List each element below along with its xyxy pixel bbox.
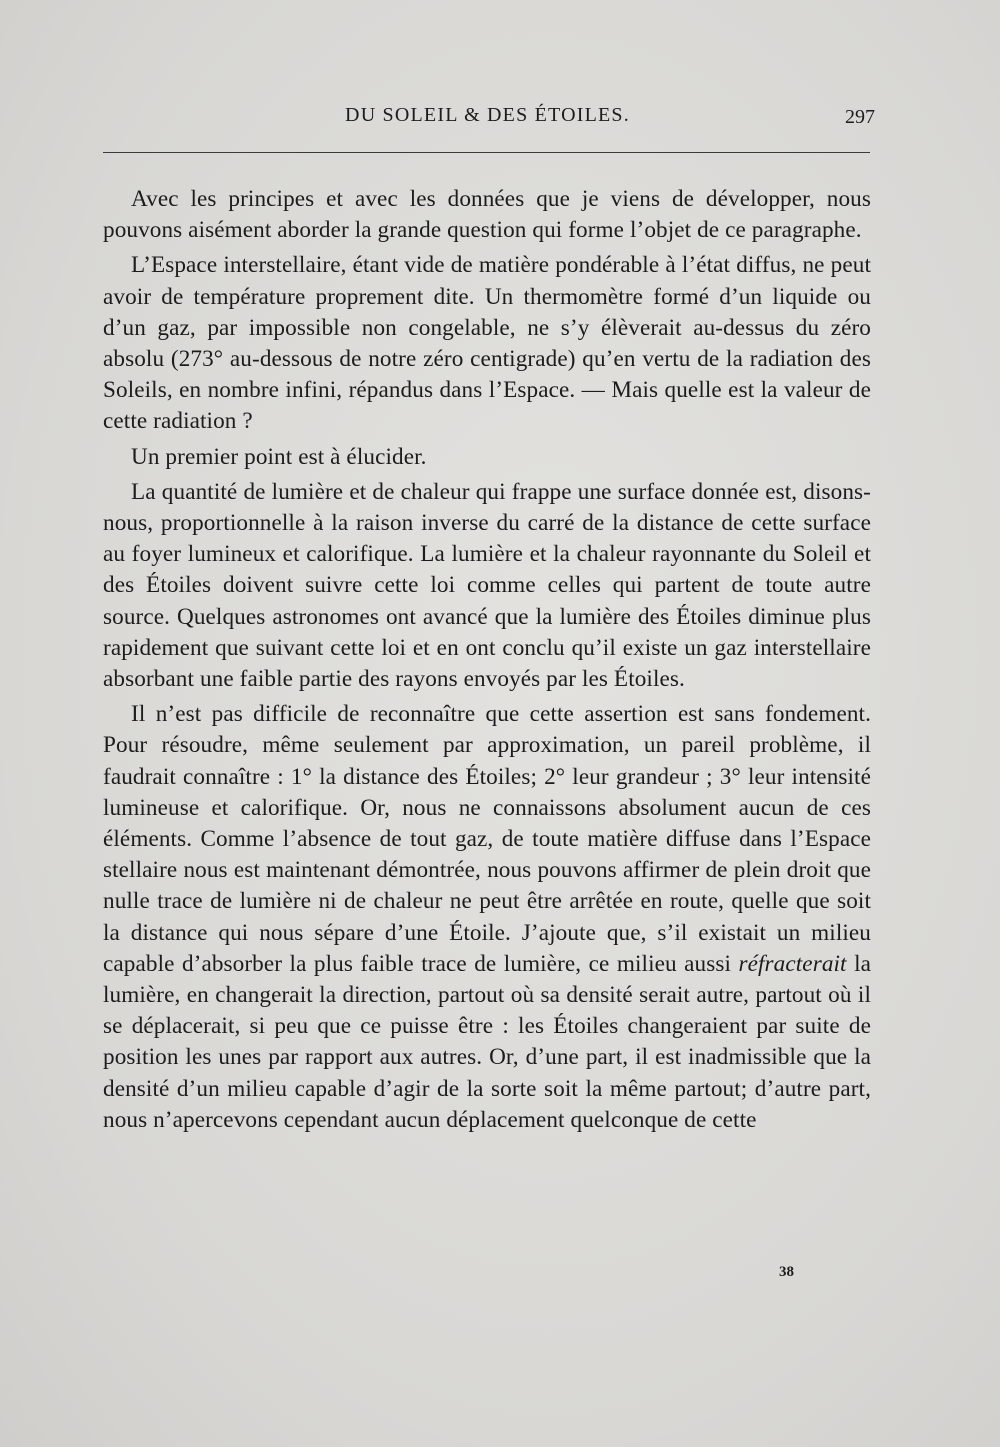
- paragraph: Un premier point est à élucider.: [131, 443, 427, 470]
- running-head: [100, 104, 875, 132]
- paragraph: La quantité de lumière et de chaleur qui frappe une surface donnée est, disons-nous, proportionnelle à la raison inverse du carré de la distance de cette surface au foyer lumineux et calorifique. La lumière et la chaleur rayonnante du Soleil et des Étoiles doivent suivre cette loi comme celles qui partent de toute autre source. Quelques astronomes ont avancé que la lumière des Étoiles diminue plus rapidement que suivant cette loi et en ont conclu qu’il existe un gaz interstellaire absorbant une faible partie des rayons envoyés par les Étoiles.: [103, 478, 871, 693]
- body-text: [103, 184, 871, 1140]
- running-title: DU SOLEIL & DES ÉTOILES.: [345, 104, 630, 126]
- text-run: Il n’est pas difficile de reconnaître que cette assertion est sans fondement. Pour résoudre, même seulement par approximation, un pareil problème, il faudrait connaître : 1° la distance des Étoiles; 2° leur grandeur ; 3° leur intensité lumineuse et calorifique. Or, nous ne connaissons absolument aucun de ces éléments. Comme l’absence de tout gaz, de toute matière diffuse dans l’Espace stellaire nous est maintenant démontrée, nous pouvons affirmer de plein droit que nulle trace de lumière ni de chaleur ne peut être arrêtée en route, quelle que soit la distance qui nous sépare d’une Étoile. J’ajoute que, s’il existait un milieu capable d’absorber la plus faible trace de lumière, ce milieu aussi: [103, 701, 871, 977]
- header-rule: [103, 152, 870, 153]
- italic-term: réfracterait: [738, 950, 847, 977]
- paragraph: Avec les principes et avec les données que je viens de développer, nous pouvons aisément aborder la grande question qui forme l’objet de ce paragraphe.: [103, 186, 871, 244]
- page-number: 297: [845, 106, 875, 128]
- paragraph: L’Espace interstellaire, étant vide de matière pondérable à l’état diffus, ne peut avoir de température proprement dite. Un thermomètre formé d’un liquide ou d’un gaz, par impossible non congelable, ne s’y élèverait au-dessus du zéro absolu (273° au-dessous de notre zéro centigrade) qu’en vertu de la radiation des Soleils, en nombre infini, répandus dans l’Espace. — Mais quelle est la valeur de cette radiation ?: [103, 252, 871, 435]
- signature-mark: 38: [779, 1264, 794, 1280]
- text-run: la lumière, en changerait la direction, partout où sa densité serait autre, partout où il se déplacerait, si peu que ce puisse être : les Étoiles changeraient par suite de position les unes par rapport aux autres. Or, d’une part, il est inadmissible que la densité d’un milieu capable d’agir de la sorte soit la même partout; d’autre part, nous n’apercevons cependant aucun déplacement quelconque de cette: [103, 950, 871, 1133]
- paragraph-last: [103, 699, 871, 1136]
